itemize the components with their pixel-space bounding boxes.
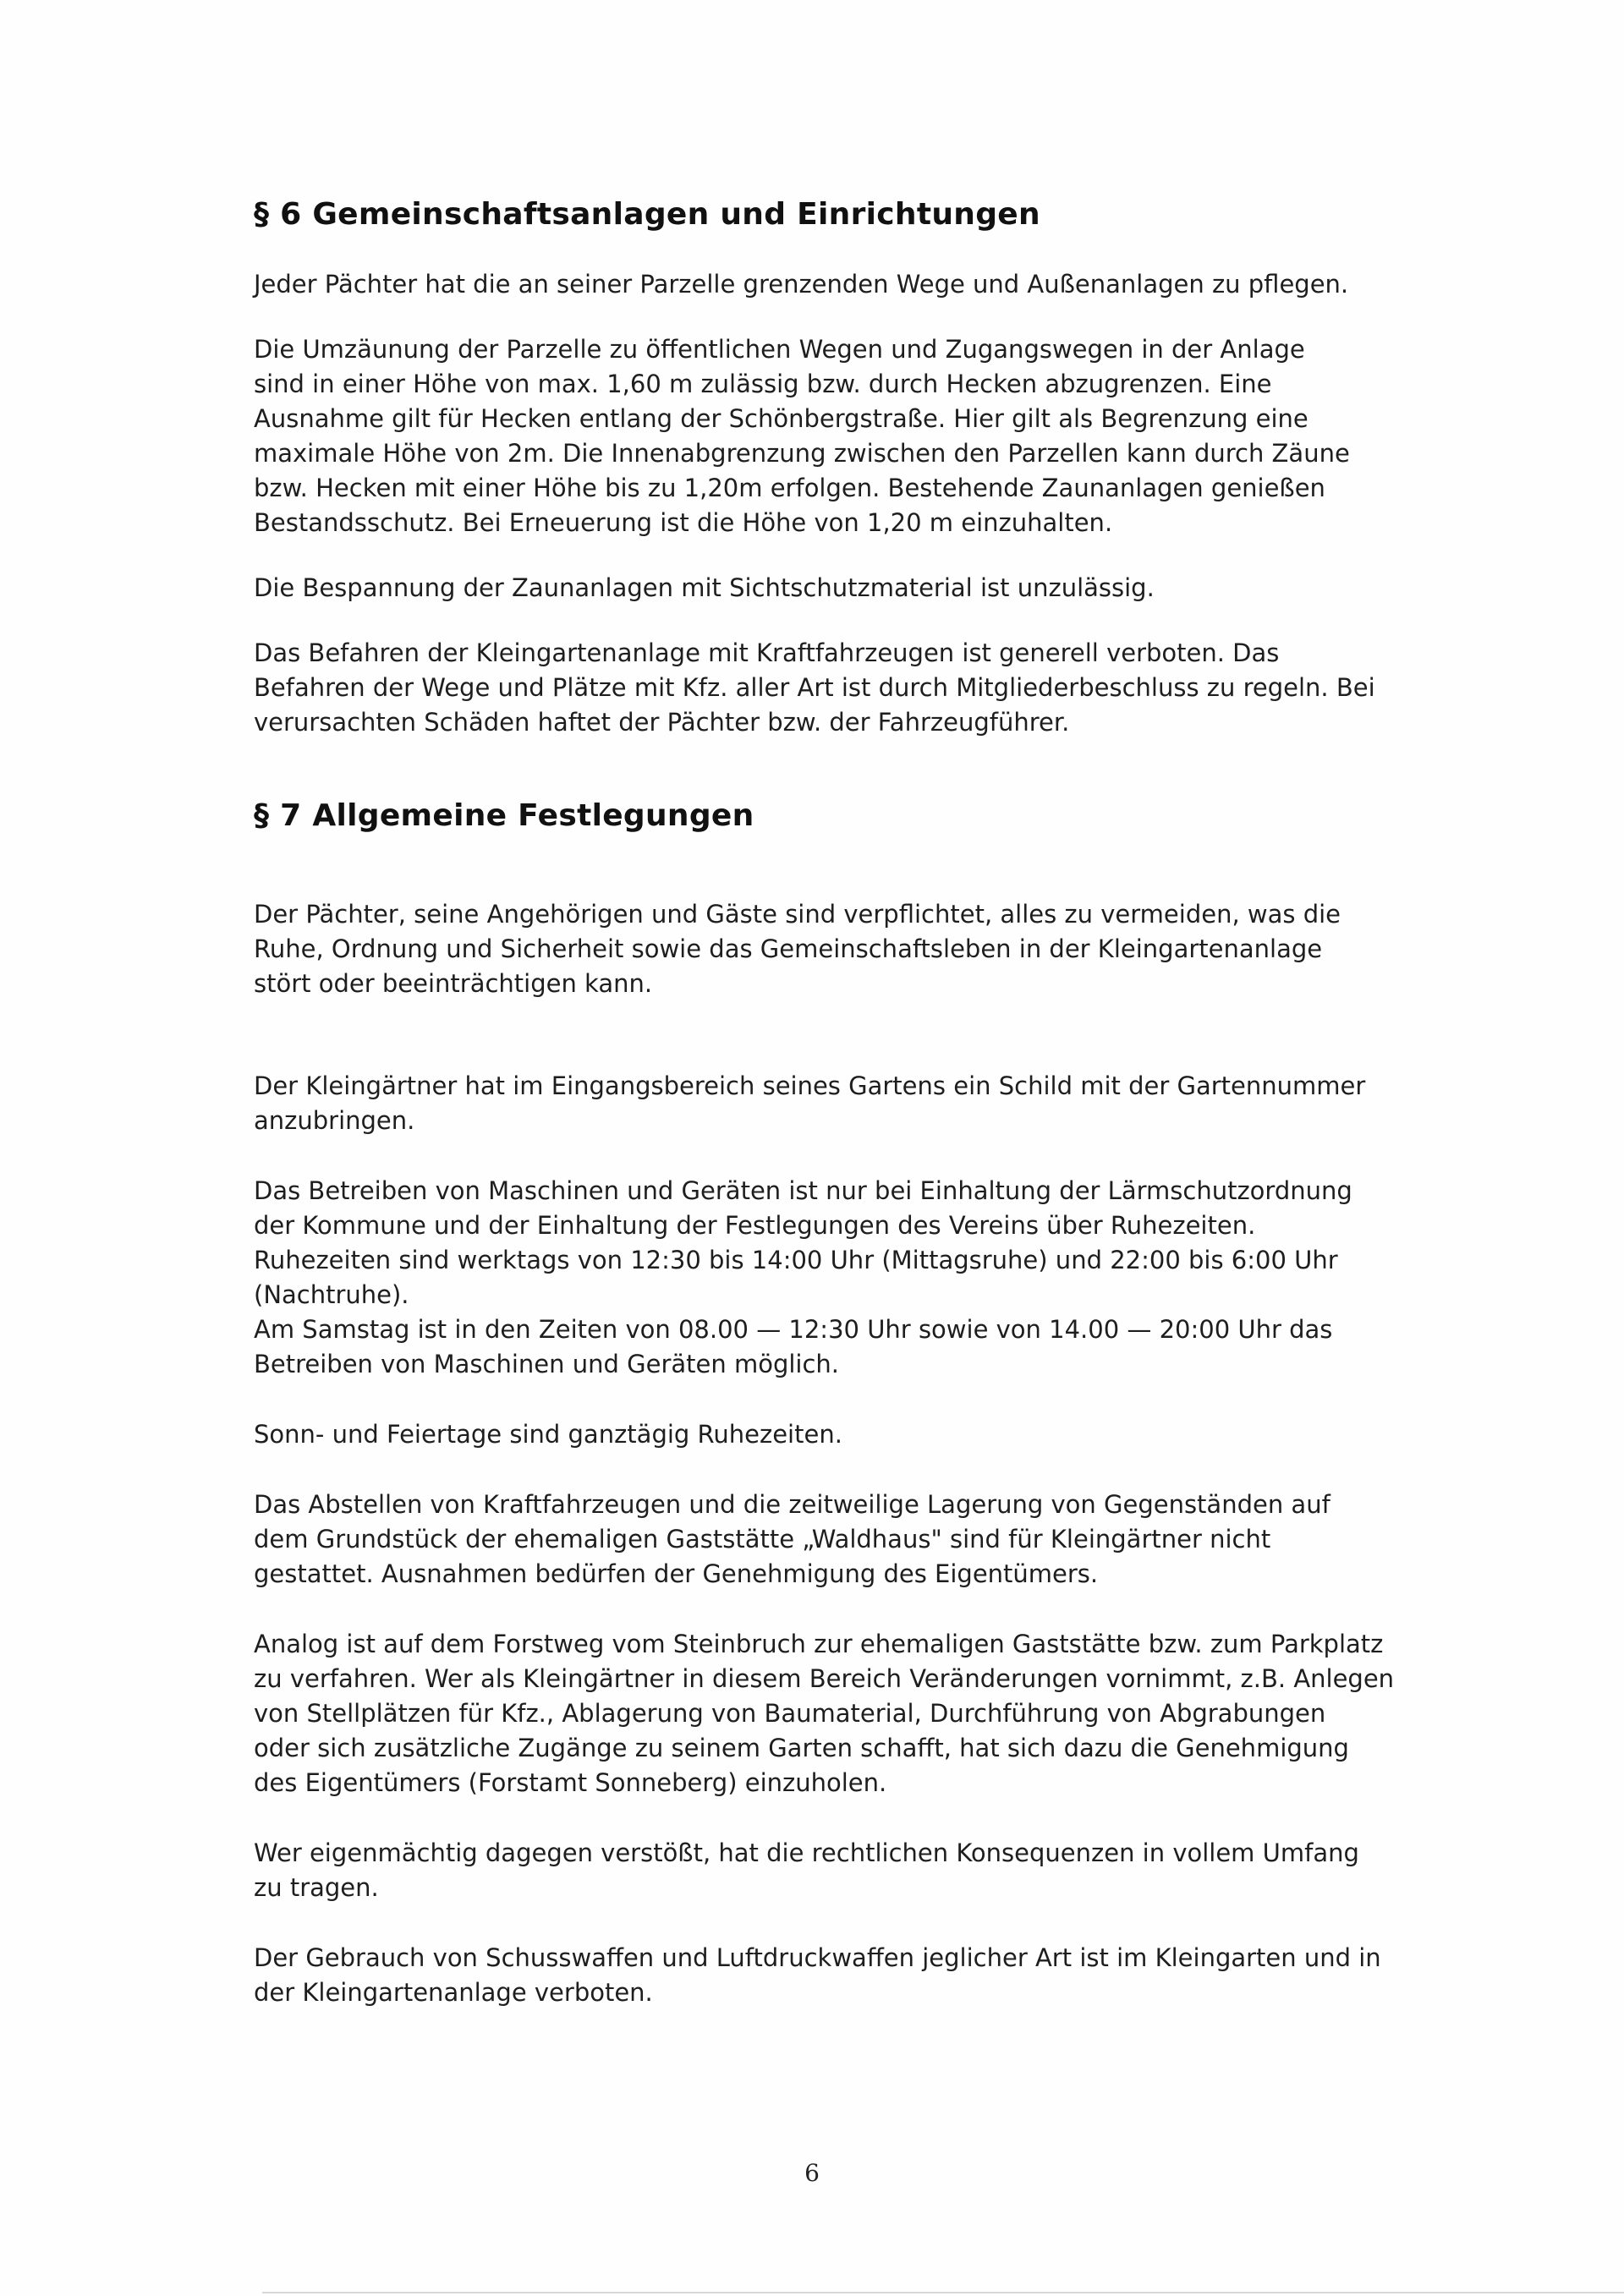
page-content	[254, 193, 1476, 2010]
section-6-paragraph-3: Die Bespannung der Zaunanlagen mit Sichtschutzmaterial ist unzulässig.	[254, 573, 1155, 602]
section-7-paragraph-3: Das Betreiben von Maschinen und Geräten ist nur bei Einhaltung der Lärmschutzordnung der Kommune und der Einhaltung der Festlegungen des Vereins über Ruhezeiten. Ruhezeiten sind werktags von 12:30 bis 14:00 Uhr (Mittagsruhe) und 22:00 bis 6:00 Uhr (Nachtruhe). Am Samstag ist in den Zeiten von 08.00 — 12:30 Uhr sowie von 14.00 — 20:00 Uhr das Betreiben von Maschinen und Geräten möglich.	[254, 1176, 1352, 1378]
section-7-paragraph-1: Der Pächter, seine Angehörigen und Gäste sind verpflichtet, alles zu vermeiden, was die Ruhe, Ordnung und Sicherheit sowie das Gemeinschaftsleben in der Kleingartenanlage stört oder beeinträchtigen kann.	[254, 900, 1341, 998]
section-7-paragraph-6: Analog ist auf dem Forstweg vom Steinbruch zur ehemaligen Gaststätte bzw. zum Parkplatz zu verfahren. Wer als Kleingärtner in diesem Bereich Veränderungen vornimmt, z.B. Anlegen von Stellplätzen für Kfz., Ablagerung von Baumaterial, Durchführung von Abgrabungen oder sich zusätzliche Zugänge zu seinem Garten schafft, hat sich dazu die Genehmigung des Eigentümers (Forstamt Sonneberg) einzuholen.	[254, 1630, 1395, 1797]
section-7-paragraph-4: Sonn- und Feiertage sind ganztägig Ruhezeiten.	[254, 1420, 842, 1449]
section-6-heading: § 6 Gemeinschaftsanlagen und Einrichtungen	[254, 197, 1040, 232]
section-7-heading: § 7 Allgemeine Festlegungen	[254, 798, 754, 833]
section-6-paragraph-4: Das Befahren der Kleingartenanlage mit Kraftfahrzeugen ist generell verboten. Das Befahren der Wege und Plätze mit Kfz. aller Art ist durch Mitgliederbeschluss zu regeln. Bei verursachten Schäden haftet der Pächter bzw. der Fahrzeugführer.	[254, 638, 1375, 737]
section-7-paragraph-8: Der Gebrauch von Schusswaffen und Luftdruckwaffen jeglicher Art ist im Kleingarten und in der Kleingartenanlage verboten.	[254, 1943, 1381, 2007]
section-7-paragraph-7: Wer eigenmächtig dagegen verstößt, hat die rechtlichen Konsequenzen in vollem Umfang zu tragen.	[254, 1838, 1359, 1902]
page-number: 6	[804, 2159, 820, 2187]
section-7-paragraph-2: Der Kleingärtner hat im Eingangsbereich seines Gartens ein Schild mit der Gartennummer anzubringen.	[254, 1071, 1366, 1135]
scan-edge-line	[262, 2292, 1624, 2293]
section-7-paragraph-5: Das Abstellen von Kraftfahrzeugen und die zeitweilige Lagerung von Gegenständen auf dem Grundstück der ehemaligen Gaststätte „Waldhaus" sind für Kleingärtner nicht gestattet. Ausnahmen bedürfen der Genehmigung des Eigentümers.	[254, 1490, 1330, 1588]
section-6-paragraph-2: Die Umzäunung der Parzelle zu öffentlichen Wegen und Zugangswegen in der Anlage sind in einer Höhe von max. 1,60 m zulässig bzw. durch Hecken abzugrenzen. Eine Ausnahme gilt für Hecken entlang der Schönbergstraße. Hier gilt als Begrenzung eine maximale Höhe von 2m. Die Innenabgrenzung zwischen den Parzellen kann durch Zäune bzw. Hecken mit einer Höhe bis zu 1,20m erfolgen. Bestehende Zaunanlagen genießen Bestandsschutz. Bei Erneuerung ist die Höhe von 1,20 m einzuhalten.	[254, 335, 1350, 537]
section-6-paragraph-1: Jeder Pächter hat die an seiner Parzelle grenzenden Wege und Außenanlagen zu pflegen.	[254, 270, 1349, 299]
